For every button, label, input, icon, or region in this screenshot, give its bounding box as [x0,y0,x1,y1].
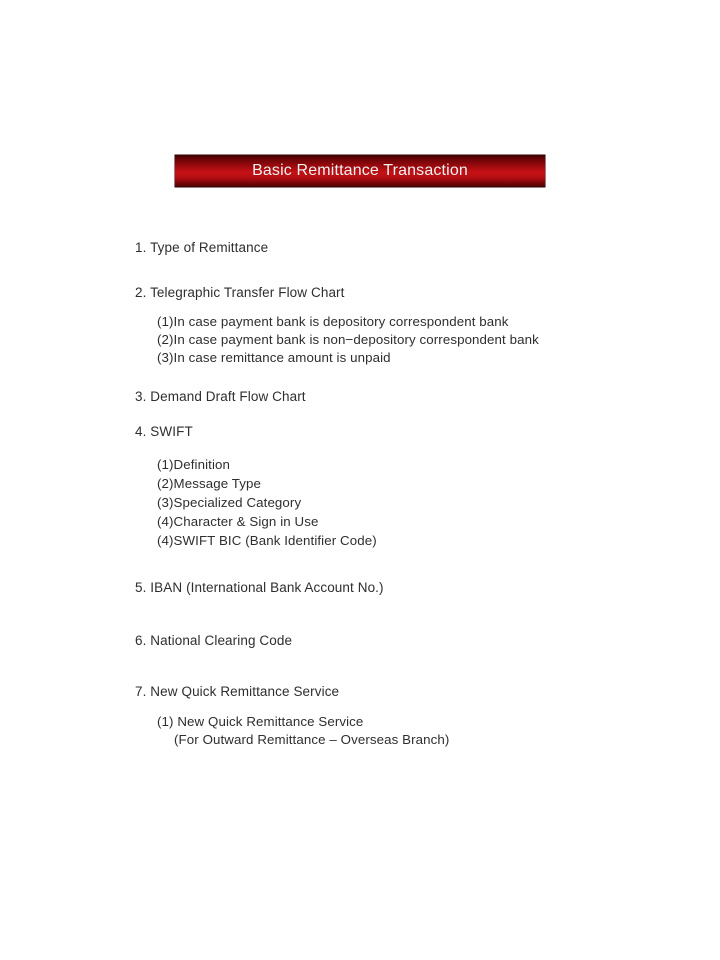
outline-item-2-sub-2: (2)In case payment bank is non−depository correspondent bank [157,332,539,347]
outline-item-7: 7. New Quick Remittance Service [135,684,340,699]
title-banner [175,155,545,187]
outline-item-4-sub-2: (2)Message Type [157,476,261,491]
outline-item-4-sub-1: (1)Definition [157,457,230,472]
outline-item-3: 3. Demand Draft Flow Chart [135,389,306,404]
outline-item-2-sub-3: (3)In case remittance amount is unpaid [157,350,391,365]
outline-item-4-sub-3: (3)Specialized Category [157,495,302,510]
page-title: Basic Remittance Transaction [252,162,468,179]
outline-item-1: 1. Type of Remittance [135,240,269,255]
outline-item-2-sub-1: (1)In case payment bank is depository correspondent bank [157,314,509,329]
outline-item-4-sub-5: (4)SWIFT BIC (Bank Identifier Code) [157,533,377,548]
outline-item-4-sub-4: (4)Character & Sign in Use [157,514,319,529]
outline-item-2: 2. Telegraphic Transfer Flow Chart [135,285,345,300]
outline-item-6: 6. National Clearing Code [135,633,293,648]
outline-item-7-sub-1: (1) New Quick Remittance Service [157,714,364,729]
outline-item-4: 4. SWIFT [135,424,193,439]
outline-item-5: 5. IBAN (International Bank Account No.) [135,580,384,595]
outline-item-7-sub-2: (For Outward Remittance – Overseas Branch) [174,732,450,747]
